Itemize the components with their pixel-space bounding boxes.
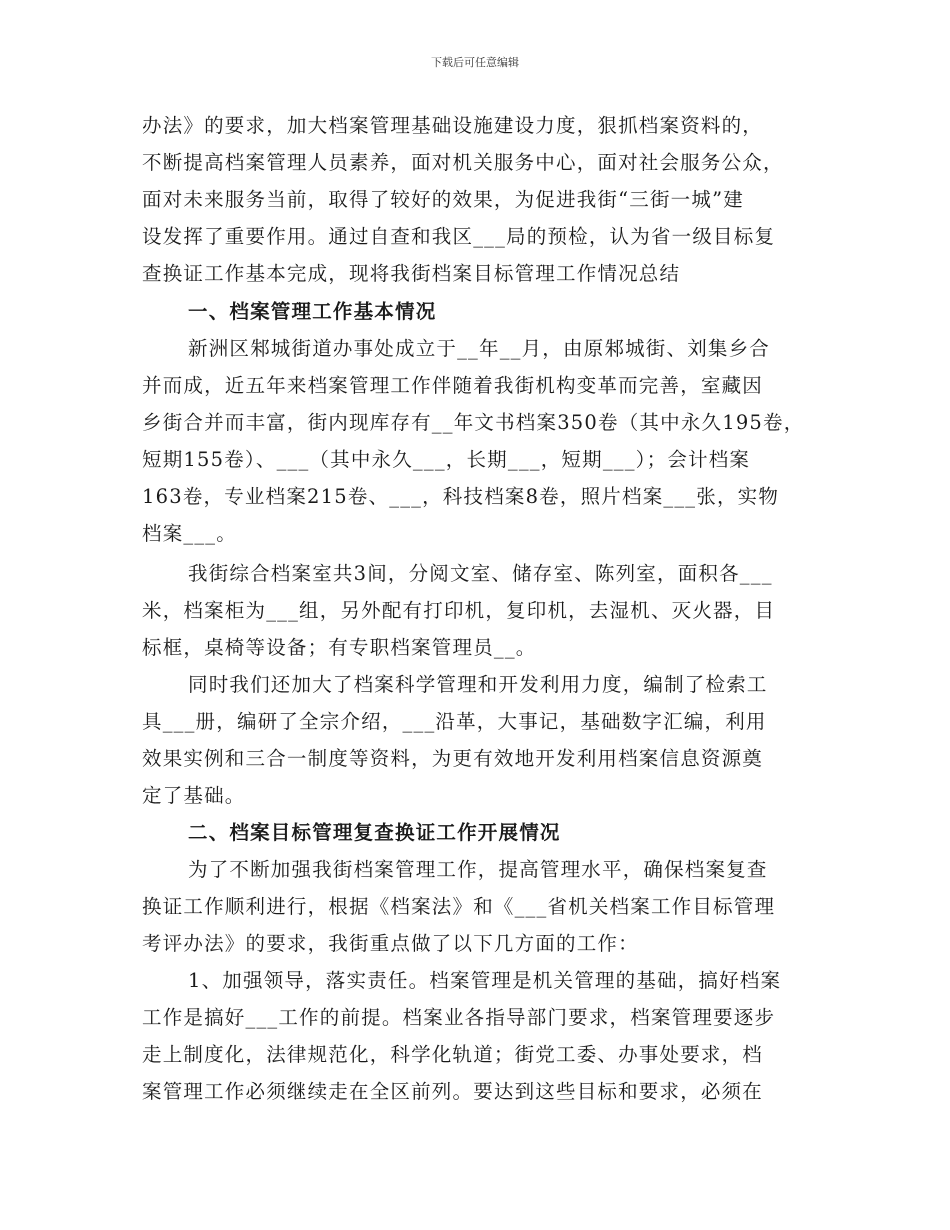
body-line: 具___册，编研了全宗介绍，___沿革，大事记，基础数字汇编，利用 — [142, 710, 767, 733]
body-line: 我街综合档案室共3间，分阅文室、储存室、陈列室，面积各___ — [188, 562, 773, 585]
body-line: 效果实例和三合一制度等资料，为更有效地开发利用档案信息资源奠 — [142, 747, 764, 770]
body-line: 换证工作顺利进行，根据《档案法》和《___省机关档案工作目标管理 — [142, 895, 776, 918]
body-line: 并而成，近五年来档案管理工作伴随着我街机构变革而完善，室藏因 — [142, 374, 764, 397]
section-heading-2: 二、档案目标管理复查换证工作开展情况 — [188, 821, 561, 844]
body-line: 新洲区邾城街道办事处成立于__年__月，由原邾城街、刘集乡合 — [188, 337, 771, 360]
body-line: 为了不断加强我街档案管理工作，提高管理水平，确保档案复查 — [188, 858, 768, 881]
body-line: 办法》的要求，加大档案管理基础设施建设力度，狠抓档案资料的， — [142, 114, 764, 137]
body-line: 米，档案柜为___组，另外配有打印机，复印机，去湿机、灭火器，目 — [142, 599, 776, 622]
body-line: 定了基础。 — [142, 784, 246, 807]
body-line: 案管理工作必须继续走在全区前列。要达到这些目标和要求，必须在 — [142, 1080, 764, 1103]
body-line: 考评办法》的要求，我街重点做了以下几方面的工作： — [142, 932, 639, 955]
page-header: 下载后可任意编辑 — [431, 56, 519, 69]
body-line: 1、加强领导，落实责任。档案管理是机关管理的基础，搞好档案 — [188, 969, 782, 992]
body-line: 同时我们还加大了档案科学管理和开发利用力度，编制了检索工 — [188, 673, 768, 696]
body-line: 走上制度化，法律规范化，科学化轨道；街党工委、办事处要求，档 — [142, 1043, 764, 1066]
body-line: 163卷，专业档案215卷、___，科技档案8卷，照片档案___张，实物 — [142, 485, 780, 508]
section-heading-1: 一、档案管理工作基本情况 — [188, 300, 437, 323]
body-line: 查换证工作基本完成，现将我街档案目标管理工作情况总结 — [142, 262, 681, 285]
body-line: 面对未来服务当前，取得了较好的效果，为促进我街“三街一城”建 — [142, 188, 744, 211]
body-line: 短期155卷）、___（其中永久___，长期___，短期___）；会计档案 — [142, 448, 751, 471]
body-line: 工作是搞好___工作的前提。档案业各指导部门要求，档案管理要逐步 — [142, 1006, 776, 1029]
body-line: 乡街合并而丰富，街内现库存有__年文书档案350卷（其中永久195卷， — [142, 411, 805, 434]
body-line: 档案___。 — [142, 522, 237, 545]
body-line: 不断提高档案管理人员素养，面对机关服务中心，面对社会服务公众， — [142, 151, 784, 174]
body-line: 标框，桌椅等设备；有专职档案管理员__。 — [142, 636, 537, 659]
body-line: 设发挥了重要作用。通过自查和我区___局的预检，认为省一级目标复 — [142, 225, 776, 248]
